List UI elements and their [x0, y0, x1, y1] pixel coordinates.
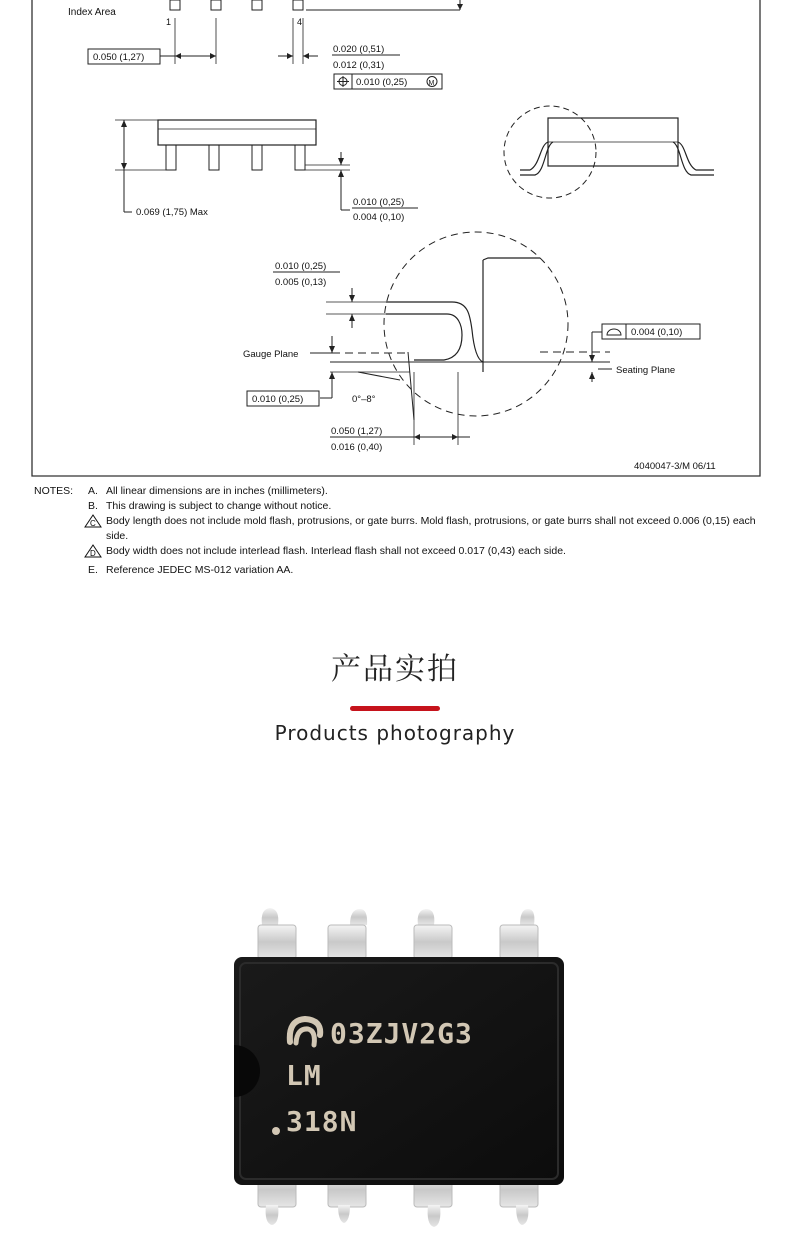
index-area-label: Index Area [68, 7, 116, 18]
dim-standoff-max: 0.010 (0,25) [353, 197, 405, 208]
position-modifier: M [428, 80, 435, 87]
note-a: NOTES: A. All linear dimensions are in inches (millimeters). [34, 485, 328, 497]
top-pins [258, 908, 538, 959]
chip-marking-line1: 03ZJV2G3 [330, 1017, 473, 1050]
pin-4-label: 4 [297, 17, 303, 27]
drawing-notes [34, 484, 764, 578]
seating-plane-label: Seating Plane [616, 365, 676, 376]
note-d: D Body width does not include interlead flash. Interlead flash shall not exceed 0.017 (0,43) each side. [34, 544, 764, 563]
svg-text:C: C [90, 519, 96, 528]
dim-position-tol: 0.010 (0,25) [356, 77, 408, 88]
chip-marking-line3: 318N [286, 1105, 358, 1138]
note-b: B. This drawing is subject to change without notice. [88, 500, 332, 512]
dim-standoff-min: 0.004 (0,10) [353, 212, 405, 223]
gauge-dim: 0.010 (0,25) [252, 394, 304, 405]
product-photo-section-header [0, 650, 790, 745]
coplanarity-tol: 0.004 (0,10) [631, 327, 683, 338]
note-c: C Body length does not include mold flash, protrusions, or gate burrs. Mold flash, protrusions, or gate burrs shall not exceed 0.006 (0,15) each side. [34, 514, 764, 544]
note-e: E. Reference JEDEC MS-012 variation AA. [88, 564, 294, 576]
section-title-en: Products photography [274, 721, 516, 745]
dim-foot-min: 0.016 (0,40) [331, 442, 383, 453]
chip-body [234, 957, 564, 1185]
product-photo [200, 895, 600, 1235]
dim-lead-width-max: 0.020 (0,51) [333, 44, 385, 55]
dim-foot-max: 0.050 (1,27) [331, 426, 383, 437]
pin-1-label: 1 [166, 17, 172, 27]
triangle-d-icon [80, 544, 106, 563]
chip-marking-line2: LM [286, 1059, 322, 1092]
accent-underline [350, 706, 440, 711]
gauge-plane-label: Gauge Plane [243, 349, 299, 360]
notes-label: NOTES: [34, 485, 74, 497]
section-title-cn: 产品实拍 [331, 652, 459, 687]
drawing-id: 4040047-3/M 06/11 [634, 461, 716, 472]
svg-text:D: D [90, 549, 96, 558]
dim-lead-width-min: 0.012 (0,31) [333, 60, 385, 71]
dim-lead-thick-min: 0.005 (0,13) [275, 277, 327, 288]
dim-height-max: 0.069 (1,75) Max [136, 207, 208, 218]
angle-label: 0°–8° [352, 394, 376, 405]
triangle-c-icon [80, 514, 106, 544]
dim-pitch: 0.050 (1,27) [93, 52, 145, 63]
pin1-dot [272, 1127, 280, 1135]
dim-lead-thick-max: 0.010 (0,25) [275, 261, 327, 272]
